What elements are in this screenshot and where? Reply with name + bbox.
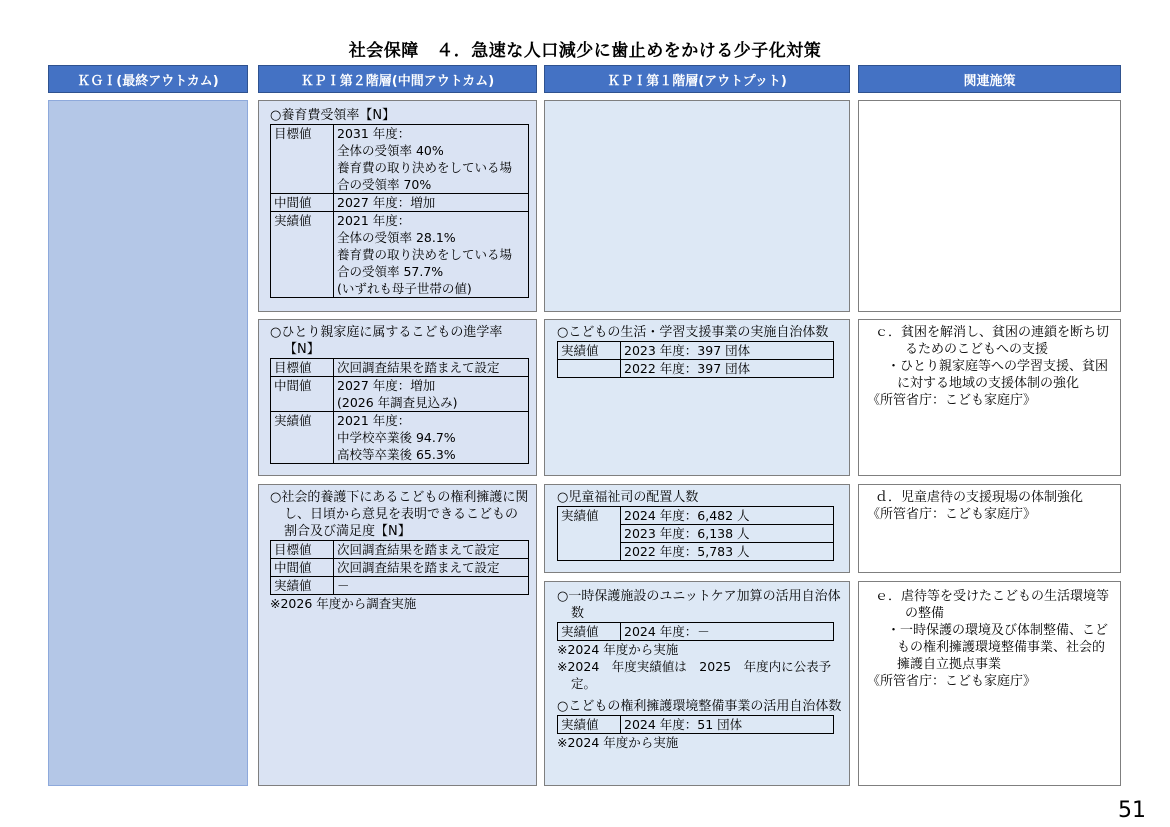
kpi1-note: ※2024 年度実績値は 2025 年度内に公表予定。 [557, 659, 832, 691]
label-mid: 中間値 [271, 377, 334, 412]
kpi1-box-2 [544, 484, 850, 573]
value-row: 2022 年度：397 団体 [621, 360, 834, 378]
label-target: 目標値 [271, 125, 334, 194]
label-mid: 中間値 [271, 559, 334, 577]
label-target: 目標値 [271, 359, 334, 377]
kpi1-heading: ○一時保護施設のユニットケア加算の活用自治体数 [557, 589, 841, 621]
policy-bullet: ・一時保護の環境及び体制整備、こどもの権利擁護環境整備事業、社会的擁護自立拠点事業 [887, 623, 1109, 672]
label-empty [558, 543, 621, 561]
header-related: 関連施策 [858, 65, 1121, 93]
value-mid: 2027 年度：増加 [334, 194, 529, 212]
kpi1-box-3 [544, 581, 850, 786]
value-target: 次回調査結果を踏まえて設定 [334, 359, 529, 377]
policy-ministry: 《所管省庁：こども家庭庁》 [867, 674, 1037, 689]
value-mid: 次回調査結果を踏まえて設定 [334, 559, 529, 577]
kpi1-value-table [557, 622, 834, 641]
value-row: 2023 年度：397 団体 [621, 342, 834, 360]
value-actual: 2021 年度： 全体の受領率 28.1% 養育費の取り決めをしている場 合の受領率 57.7% (いずれも母子世帯の値) [334, 212, 529, 298]
header-kgi: ＫＧＩ(最終アウトカム) [48, 65, 248, 93]
label-actual: 実績値 [271, 412, 334, 464]
kgi-column [48, 100, 248, 786]
value-actual: 2021 年度： 中学校卒業後 94.7% 高校等卒業後 65.3% [334, 412, 529, 464]
kpi2-heading: ○ひとり親家庭に属するこどもの進学率【N】 [270, 325, 503, 357]
kpi1-value-table [557, 506, 834, 561]
label-actual: 実績値 [271, 577, 334, 595]
related-box-e [858, 581, 1121, 786]
policy-ministry: 《所管省庁：こども家庭庁》 [867, 393, 1037, 408]
label-target: 目標値 [271, 541, 334, 559]
related-box-d [858, 484, 1121, 573]
label-actual: 実績値 [558, 716, 621, 734]
related-box-c [858, 319, 1121, 476]
header-kpi1: ＫＰＩ第１階層(アウトプット) [544, 65, 850, 93]
kpi1-box-1 [544, 319, 850, 476]
value-row: 2022 年度：5,783 人 [621, 543, 834, 561]
kpi2-box-2 [258, 319, 537, 476]
kpi2-value-table [270, 124, 529, 298]
kpi2-heading: ○養育費受領率【N】 [270, 108, 396, 123]
value-target: 次回調査結果を踏まえて設定 [334, 541, 529, 559]
policy-title: ｃ．貧困を解消し、貧困の連鎖を断ち切るためのこどもへの支援 [875, 325, 1110, 357]
kpi1-box-empty [544, 100, 850, 312]
value-row: 2023 年度：6,138 人 [621, 525, 834, 543]
value-row: 2024 年度：51 団体 [621, 716, 834, 734]
kpi2-value-table [270, 358, 529, 464]
value-mid: 2027 年度：増加 (2026 年調査見込み) [334, 377, 529, 412]
page-number: 51 [1118, 798, 1146, 823]
value-row: 2024 年度：－ [621, 623, 834, 641]
kpi2-box-3 [258, 484, 537, 786]
policy-title: ｄ．児童虐待の支援現場の体制強化 [875, 490, 1084, 505]
policy-ministry: 《所管省庁：こども家庭庁》 [867, 507, 1037, 522]
kpi1-note: ※2024 年度から実施 [557, 642, 679, 657]
label-empty [558, 525, 621, 543]
header-kpi2: ＫＰＩ第２階層(中間アウトカム) [258, 65, 537, 93]
kpi1-heading: ○こどもの生活・学習支援事業の実施自治体数 [557, 325, 829, 340]
kpi2-heading: ○社会的養護下にあるこどもの権利擁護に関し、日頃から意見を表明できるこどもの割合及び満足度【N】 [270, 490, 529, 539]
kpi1-heading: ○児童福祉司の配置人数 [557, 490, 699, 505]
value-target: 2031 年度： 全体の受領率 40% 養育費の取り決めをしている場 合の受領率 70% [334, 125, 529, 194]
label-empty [558, 360, 621, 378]
value-actual: － [334, 577, 529, 595]
kpi1-note: ※2024 年度から実施 [557, 735, 679, 750]
kpi1-heading: ○こどもの権利擁護環境整備事業の活用自治体数 [557, 699, 842, 714]
kpi2-value-table [270, 540, 529, 595]
label-actual: 実績値 [558, 342, 621, 360]
kpi2-note: ※2026 年度から調査実施 [270, 596, 417, 611]
value-row: 2024 年度：6,482 人 [621, 507, 834, 525]
page-title: 社会保障 ４．急速な人口減少に歯止めをかける少子化対策 [348, 41, 822, 61]
kpi1-value-table [557, 715, 834, 734]
label-actual: 実績値 [558, 623, 621, 641]
label-actual: 実績値 [558, 507, 621, 525]
related-box-empty [858, 100, 1121, 312]
kpi2-box-1 [258, 100, 537, 312]
kpi1-value-table [557, 341, 834, 378]
policy-bullet: ・ひとり親家庭等への学習支援、貧困に対する地域の支援体制の強化 [887, 359, 1109, 391]
label-actual: 実績値 [271, 212, 334, 298]
label-mid: 中間値 [271, 194, 334, 212]
policy-title: ｅ．虐待等を受けたこどもの生活環境等の整備 [875, 589, 1110, 621]
